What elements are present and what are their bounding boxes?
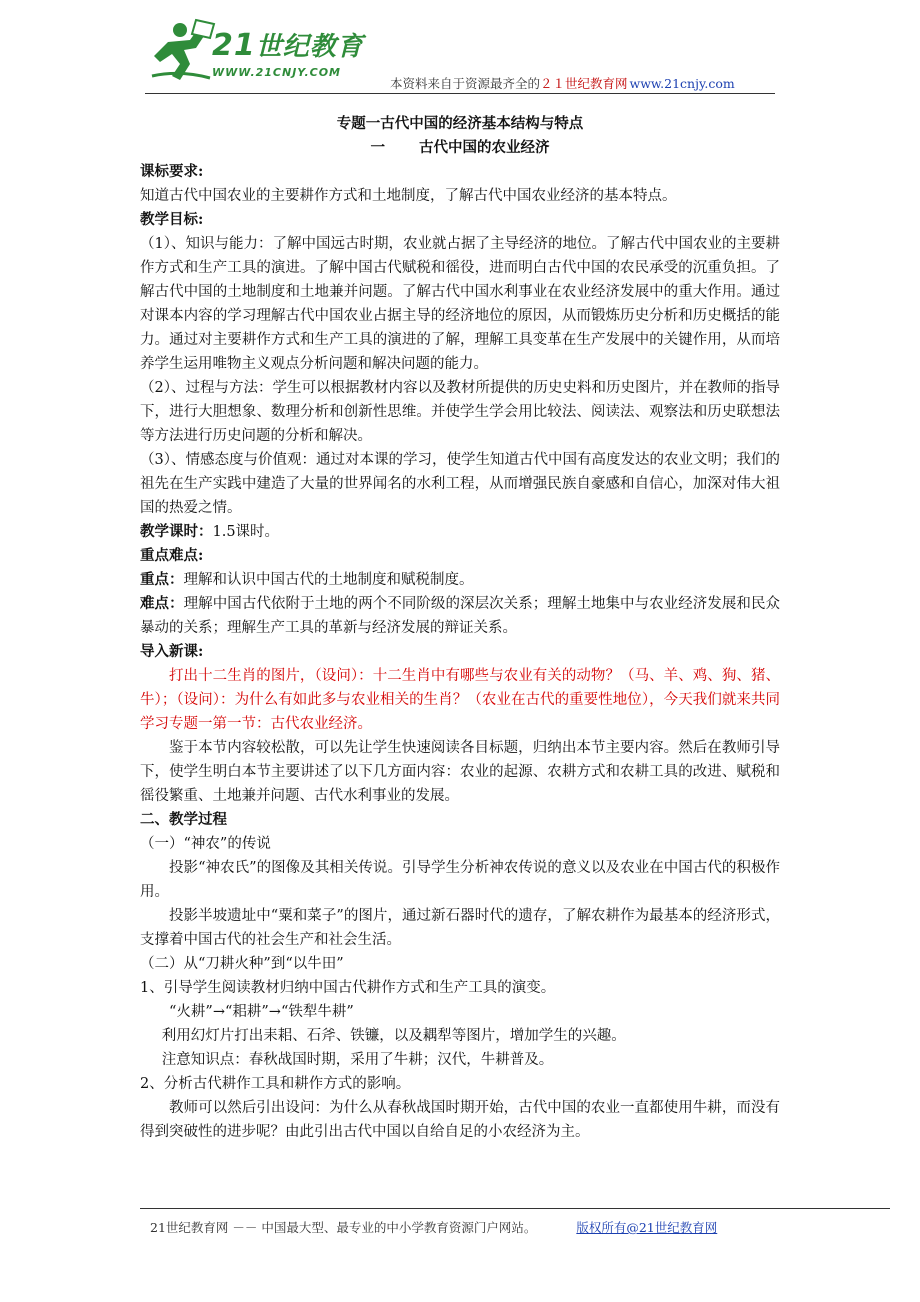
header-divider [145,93,775,94]
daoru-red-text: 打出十二生肖的图片，（设问）：十二生肖中有哪些与农业有关的动物？（马、羊、鸡、狗、猪、牛）；（设问）：为什么有如此多与农业相关的生肖？（农业在古代的重要性地位），今天我们就来共同学习专题一第一节：古代农业经济。 [140,668,780,732]
page-footer [150,1218,717,1236]
footer-text: 21世纪教育网 －－ 中国最大型、最专业的中小学教育资源门户网站。 [150,1220,537,1235]
kebiao-heading: 课标要求: [140,163,204,180]
header-site-name: ２１世纪教育网 [540,76,628,91]
logo-wordmark: 21世纪教育 [212,28,364,63]
daoru-heading: 导入新课: [140,643,204,660]
kebiao-text: 知道古代中国农业的主要耕作方式和土地制度，了解古代中国农业经济的基本特点。 [140,188,677,204]
document-title: 专题一古代中国的经济基本结构与特点 [336,115,584,132]
part2-item-1: 1、引导学生阅读教材归纳中国古代耕作方式和生产工具的演变。 [140,980,556,996]
nandian-line: 难点：理解中国古代依附于土地的两个不同阶级的深层次关系；理解土地集中与农业经济发展和民众暴动的关系；理解生产工具的革新与经济发展的辩证关系。 [140,595,780,636]
part2-slides: 利用幻灯片打出耒耜、石斧、铁镰，以及耦犁等图片，增加学生的兴趣。 [161,1028,626,1044]
mubiao-heading: 教学目标: [140,211,204,228]
runner-logo-icon [150,18,220,88]
site-logo[interactable] [150,18,370,88]
goal-knowledge: （1）、知识与能力：了解中国远古时期，农业就占据了主导经济的地位。了解古代中国农业的主要耕作方式和生产工具的演进。了解中国古代赋税和徭役，进而明白古代中国的农民承受的沉重负担。了解古代中国的土地制度和土地兼并问题。了解古代中国水利事业在农业经济发展中的重大作用。通过对课本内容的学习理解古代中国农业占据主导的经济地位的原因，从而锻炼历史分析和历史概括的能力。通过对主要耕作方式和生产工具的演进的了解，理解工具变革在生产发展中的关键作用，从而培养学生运用唯物主义观点分析问题和解决问题的能力。 [140,236,780,372]
part1-title: （一）“神农”的传说 [140,836,271,852]
keshi-line: 教学课时：1.5课时。 [140,523,280,540]
footer-divider [140,1208,890,1209]
part2-title: （二）从“刀耕火种”到“以牛田” [140,956,344,972]
part2-paragraph: 教师可以然后引出设问：为什么从春秋战国时期开始，古代中国的农业一直都使用牛耕，而没有得到突破性的进步呢？由此引出古代中国以自给自足的小农经济为主。 [140,1100,780,1140]
header-url-link[interactable]: www.21cnjy.com [629,76,735,91]
part2-note: 注意知识点：春秋战国时期，采用了牛耕；汉代，牛耕普及。 [161,1052,554,1068]
part1-paragraph-1: 投影“神农氏”的图像及其相关传说。引导学生分析神农传说的意义以及农业在中国古代的积极作用。 [140,860,780,900]
part2-flow: “火耕”→“耜耕”→“铁犁牛耕” [169,1004,354,1020]
goal-process: （2）、过程与方法：学生可以根据教材内容以及教材所提供的历史史料和历史图片，并在教师的指导下，进行大胆想象、数理分析和创新性思维。并使学生学会用比较法、阅读法、观察法和历史联想法等方法进行历史问题的分析和解决。 [140,380,780,444]
header-note: 本资料来自于资源最齐全的２１世纪教育网 www.21cnjy.com [390,76,735,91]
document-body [140,112,780,1144]
zhongdian-line: 重点：理解和认识中国古代的土地制度和赋税制度。 [140,571,474,588]
section-title: 一 古代中国的农业经济 [370,139,550,156]
goal-attitude: （3）、情感态度与价值观：通过对本课的学习，使学生知道古代中国有高度发达的农业文明；我们的祖先在生产实践中建造了大量的世界闻名的水利工程，从而增强民族自豪感和自信心，加深对伟大祖国的热爱之情。 [140,452,780,516]
guocheng-heading: 二、教学过程 [140,811,227,828]
zhongdian-nandian-heading: 重点难点: [140,547,204,564]
page-header [0,0,920,100]
footer-copyright-link[interactable]: 版权所有@21世纪教育网 [576,1220,718,1235]
logo-url: WWW.21CNJY.COM [212,66,341,79]
part1-paragraph-2: 投影半坡遗址中“粟和菜子”的图片，通过新石器时代的遗存，了解农耕作为最基本的经济形式，支撑着中国古代的社会生产和社会生活。 [140,908,780,948]
part2-item-2: 2、分析古代耕作工具和耕作方式的影响。 [140,1076,411,1092]
daoru-text: 鉴于本节内容较松散，可以先让学生快速阅读各目标题，归纳出本节主要内容。然后在教师引导下，使学生明白本节主要讲述了以下几方面内容：农业的起源、农耕方式和农耕工具的改进、赋税和徭役繁重、土地兼并问题、古代水利事业的发展。 [140,740,780,804]
